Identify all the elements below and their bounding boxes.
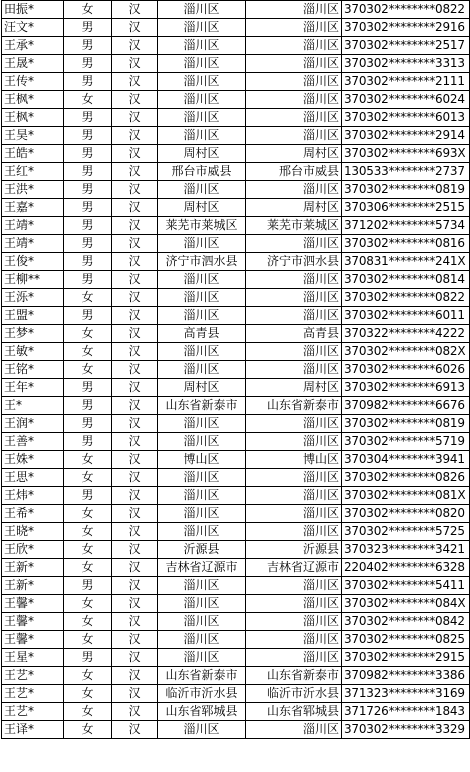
id-number-cell: 370302********0822 — [342, 289, 470, 307]
table-row — [2, 109, 470, 127]
table-row — [2, 379, 470, 397]
birthplace-cell: 淄川区 — [158, 469, 246, 487]
ethnicity-cell: 汉 — [112, 217, 158, 235]
birthplace-cell: 淄川区 — [158, 91, 246, 109]
birthplace-cell: 淄川区 — [158, 307, 246, 325]
ethnicity-cell: 汉 — [112, 397, 158, 415]
birthplace-cell: 淄川区 — [158, 505, 246, 523]
household-cell: 淄川区 — [246, 523, 342, 541]
name-cell: 王新* — [2, 577, 64, 595]
household-cell: 淄川区 — [246, 487, 342, 505]
id-number-cell: 370302********2111 — [342, 73, 470, 91]
birthplace-cell: 周村区 — [158, 199, 246, 217]
ethnicity-cell: 汉 — [112, 631, 158, 649]
name-cell: 王俊* — [2, 253, 64, 271]
ethnicity-cell: 汉 — [112, 721, 158, 739]
name-cell: 王姝* — [2, 451, 64, 469]
id-number-cell: 370322********4222 — [342, 325, 470, 343]
ethnicity-cell: 汉 — [112, 91, 158, 109]
name-cell: 王年* — [2, 379, 64, 397]
table-row — [2, 217, 470, 235]
table-row — [2, 685, 470, 703]
household-cell: 山东省郓城县 — [246, 703, 342, 721]
table-row — [2, 55, 470, 73]
id-number-cell: 370304********3941 — [342, 451, 470, 469]
id-number-cell: 130533********2737 — [342, 163, 470, 181]
id-number-cell: 370302********0822 — [342, 1, 470, 19]
gender-cell: 女 — [64, 667, 112, 685]
name-cell: 王馨* — [2, 631, 64, 649]
name-cell: 王希* — [2, 505, 64, 523]
ethnicity-cell: 汉 — [112, 145, 158, 163]
name-cell: 王洪* — [2, 181, 64, 199]
gender-cell: 男 — [64, 253, 112, 271]
id-number-cell: 370302********5725 — [342, 523, 470, 541]
id-number-cell: 370302********2915 — [342, 649, 470, 667]
table-row — [2, 721, 470, 739]
table-row — [2, 559, 470, 577]
birthplace-cell: 淄川区 — [158, 55, 246, 73]
ethnicity-cell: 汉 — [112, 73, 158, 91]
table-row — [2, 253, 470, 271]
gender-cell: 男 — [64, 235, 112, 253]
ethnicity-cell: 汉 — [112, 55, 158, 73]
ethnicity-cell: 汉 — [112, 127, 158, 145]
ethnicity-cell: 汉 — [112, 433, 158, 451]
ethnicity-cell: 汉 — [112, 361, 158, 379]
name-cell: 王欣* — [2, 541, 64, 559]
gender-cell: 男 — [64, 397, 112, 415]
gender-cell: 女 — [64, 505, 112, 523]
birthplace-cell: 淄川区 — [158, 181, 246, 199]
household-cell: 吉林省辽源市 — [246, 559, 342, 577]
table-row — [2, 271, 470, 289]
id-number-cell: 370302********6913 — [342, 379, 470, 397]
name-cell: 王艺* — [2, 667, 64, 685]
household-cell: 淄川区 — [246, 361, 342, 379]
household-cell: 淄川区 — [246, 631, 342, 649]
ethnicity-cell: 汉 — [112, 667, 158, 685]
ethnicity-cell: 汉 — [112, 577, 158, 595]
name-cell: 王昊* — [2, 127, 64, 145]
id-number-cell: 370302********6011 — [342, 307, 470, 325]
ethnicity-cell: 汉 — [112, 379, 158, 397]
household-cell: 淄川区 — [246, 55, 342, 73]
gender-cell: 女 — [64, 91, 112, 109]
birthplace-cell: 淄川区 — [158, 19, 246, 37]
id-number-cell: 370302********6026 — [342, 361, 470, 379]
name-cell: 王馨* — [2, 595, 64, 613]
gender-cell: 女 — [64, 703, 112, 721]
household-cell: 周村区 — [246, 199, 342, 217]
name-cell: 王铭* — [2, 361, 64, 379]
name-cell: 王敏* — [2, 343, 64, 361]
ethnicity-cell: 汉 — [112, 685, 158, 703]
gender-cell: 女 — [64, 541, 112, 559]
table-row — [2, 667, 470, 685]
household-cell: 济宁市泗水县 — [246, 253, 342, 271]
name-cell: 王皓* — [2, 145, 64, 163]
household-cell: 淄川区 — [246, 577, 342, 595]
household-cell: 淄川区 — [246, 595, 342, 613]
name-cell: 王枫* — [2, 109, 64, 127]
id-number-cell: 370302********081X — [342, 487, 470, 505]
household-cell: 邢台市威县 — [246, 163, 342, 181]
table-row — [2, 541, 470, 559]
household-cell: 淄川区 — [246, 433, 342, 451]
id-number-cell: 370302********693X — [342, 145, 470, 163]
household-cell: 淄川区 — [246, 181, 342, 199]
birthplace-cell: 淄川区 — [158, 721, 246, 739]
ethnicity-cell: 汉 — [112, 451, 158, 469]
table-row — [2, 631, 470, 649]
table-row — [2, 235, 470, 253]
id-number-cell: 370323********3421 — [342, 541, 470, 559]
birthplace-cell: 淄川区 — [158, 577, 246, 595]
table-row — [2, 37, 470, 55]
ethnicity-cell: 汉 — [112, 289, 158, 307]
ethnicity-cell: 汉 — [112, 307, 158, 325]
table-row — [2, 433, 470, 451]
household-cell: 淄川区 — [246, 613, 342, 631]
name-cell: 王靖* — [2, 235, 64, 253]
household-cell: 周村区 — [246, 379, 342, 397]
ethnicity-cell: 汉 — [112, 505, 158, 523]
id-number-cell: 370302********0826 — [342, 469, 470, 487]
table-row — [2, 73, 470, 91]
birthplace-cell: 临沂市沂水县 — [158, 685, 246, 703]
name-cell: 王承* — [2, 37, 64, 55]
id-number-cell: 370302********5719 — [342, 433, 470, 451]
gender-cell: 女 — [64, 289, 112, 307]
id-number-cell: 370302********0819 — [342, 181, 470, 199]
household-cell: 山东省新泰市 — [246, 667, 342, 685]
name-cell: 王红* — [2, 163, 64, 181]
household-cell: 淄川区 — [246, 307, 342, 325]
table-row — [2, 577, 470, 595]
id-number-cell: 220402********6328 — [342, 559, 470, 577]
table-row — [2, 613, 470, 631]
birthplace-cell: 淄川区 — [158, 127, 246, 145]
birthplace-cell: 淄川区 — [158, 595, 246, 613]
household-cell: 临沂市沂水县 — [246, 685, 342, 703]
name-cell: 王思* — [2, 469, 64, 487]
gender-cell: 男 — [64, 307, 112, 325]
household-cell: 淄川区 — [246, 1, 342, 19]
birthplace-cell: 济宁市泗水县 — [158, 253, 246, 271]
ethnicity-cell: 汉 — [112, 649, 158, 667]
gender-cell: 男 — [64, 73, 112, 91]
table-row — [2, 451, 470, 469]
gender-cell: 男 — [64, 415, 112, 433]
household-cell: 淄川区 — [246, 505, 342, 523]
ethnicity-cell: 汉 — [112, 253, 158, 271]
name-cell: 王* — [2, 397, 64, 415]
birthplace-cell: 淄川区 — [158, 523, 246, 541]
gender-cell: 女 — [64, 1, 112, 19]
id-number-cell: 370302********0825 — [342, 631, 470, 649]
id-number-cell: 370302********0819 — [342, 415, 470, 433]
ethnicity-cell: 汉 — [112, 559, 158, 577]
name-cell: 王嘉* — [2, 199, 64, 217]
gender-cell: 女 — [64, 595, 112, 613]
gender-cell: 男 — [64, 433, 112, 451]
table-row — [2, 649, 470, 667]
gender-cell: 男 — [64, 55, 112, 73]
id-number-cell: 370982********6676 — [342, 397, 470, 415]
name-cell: 田振* — [2, 1, 64, 19]
household-cell: 淄川区 — [246, 73, 342, 91]
household-cell: 淄川区 — [246, 91, 342, 109]
gender-cell: 男 — [64, 487, 112, 505]
gender-cell: 男 — [64, 37, 112, 55]
birthplace-cell: 周村区 — [158, 145, 246, 163]
id-number-cell: 371323********3169 — [342, 685, 470, 703]
name-cell: 王善* — [2, 433, 64, 451]
gender-cell: 男 — [64, 217, 112, 235]
id-number-cell: 370982********3386 — [342, 667, 470, 685]
table-row — [2, 325, 470, 343]
ethnicity-cell: 汉 — [112, 343, 158, 361]
ethnicity-cell: 汉 — [112, 1, 158, 19]
id-number-cell: 370302********6024 — [342, 91, 470, 109]
id-number-cell: 370302********2914 — [342, 127, 470, 145]
birthplace-cell: 淄川区 — [158, 271, 246, 289]
ethnicity-cell: 汉 — [112, 109, 158, 127]
birthplace-cell: 淄川区 — [158, 109, 246, 127]
gender-cell: 女 — [64, 451, 112, 469]
gender-cell: 男 — [64, 577, 112, 595]
birthplace-cell: 淄川区 — [158, 73, 246, 91]
name-cell: 王艺* — [2, 685, 64, 703]
birthplace-cell: 淄川区 — [158, 235, 246, 253]
household-cell: 周村区 — [246, 145, 342, 163]
name-cell: 王润* — [2, 415, 64, 433]
table-row — [2, 289, 470, 307]
id-number-cell: 370302********6013 — [342, 109, 470, 127]
name-cell: 王泺* — [2, 289, 64, 307]
ethnicity-cell: 汉 — [112, 487, 158, 505]
name-cell: 王传* — [2, 73, 64, 91]
gender-cell: 男 — [64, 163, 112, 181]
table-row — [2, 703, 470, 721]
ethnicity-cell: 汉 — [112, 415, 158, 433]
gender-cell: 女 — [64, 721, 112, 739]
gender-cell: 男 — [64, 145, 112, 163]
birthplace-cell: 博山区 — [158, 451, 246, 469]
gender-cell: 男 — [64, 181, 112, 199]
birthplace-cell: 沂源县 — [158, 541, 246, 559]
table-row — [2, 91, 470, 109]
table-row — [2, 487, 470, 505]
id-number-cell: 370302********3313 — [342, 55, 470, 73]
name-cell: 王译* — [2, 721, 64, 739]
student-table — [1, 0, 470, 739]
table-row — [2, 505, 470, 523]
birthplace-cell: 高青县 — [158, 325, 246, 343]
ethnicity-cell: 汉 — [112, 595, 158, 613]
id-number-cell: 371726********1843 — [342, 703, 470, 721]
household-cell: 沂源县 — [246, 541, 342, 559]
birthplace-cell: 淄川区 — [158, 433, 246, 451]
name-cell: 王艺* — [2, 703, 64, 721]
table-row — [2, 19, 470, 37]
household-cell: 淄川区 — [246, 289, 342, 307]
id-number-cell: 370302********0820 — [342, 505, 470, 523]
table-row — [2, 127, 470, 145]
birthplace-cell: 淄川区 — [158, 487, 246, 505]
gender-cell: 女 — [64, 559, 112, 577]
id-number-cell: 370302********5411 — [342, 577, 470, 595]
household-cell: 淄川区 — [246, 649, 342, 667]
ethnicity-cell: 汉 — [112, 613, 158, 631]
household-cell: 莱芜市莱城区 — [246, 217, 342, 235]
id-number-cell: 370302********082X — [342, 343, 470, 361]
name-cell: 王枫* — [2, 91, 64, 109]
name-cell: 王盟* — [2, 307, 64, 325]
birthplace-cell: 邢台市威县 — [158, 163, 246, 181]
table-row — [2, 469, 470, 487]
ethnicity-cell: 汉 — [112, 541, 158, 559]
id-number-cell: 370302********0842 — [342, 613, 470, 631]
gender-cell: 女 — [64, 523, 112, 541]
household-cell: 博山区 — [246, 451, 342, 469]
table-row — [2, 361, 470, 379]
ethnicity-cell: 汉 — [112, 325, 158, 343]
table-row — [2, 163, 470, 181]
household-cell: 淄川区 — [246, 19, 342, 37]
ethnicity-cell: 汉 — [112, 469, 158, 487]
name-cell: 王靖* — [2, 217, 64, 235]
ethnicity-cell: 汉 — [112, 19, 158, 37]
household-cell: 淄川区 — [246, 271, 342, 289]
birthplace-cell: 淄川区 — [158, 415, 246, 433]
household-cell: 淄川区 — [246, 415, 342, 433]
household-cell: 山东省新泰市 — [246, 397, 342, 415]
birthplace-cell: 淄川区 — [158, 613, 246, 631]
ethnicity-cell: 汉 — [112, 37, 158, 55]
gender-cell: 男 — [64, 19, 112, 37]
birthplace-cell: 山东省郓城县 — [158, 703, 246, 721]
gender-cell: 女 — [64, 685, 112, 703]
name-cell: 王柳** — [2, 271, 64, 289]
name-cell: 王梦* — [2, 325, 64, 343]
id-number-cell: 370302********084X — [342, 595, 470, 613]
name-cell: 王星* — [2, 649, 64, 667]
household-cell: 高青县 — [246, 325, 342, 343]
household-cell: 淄川区 — [246, 343, 342, 361]
birthplace-cell: 淄川区 — [158, 1, 246, 19]
table-row — [2, 343, 470, 361]
gender-cell: 男 — [64, 271, 112, 289]
birthplace-cell: 吉林省辽源市 — [158, 559, 246, 577]
id-number-cell: 370302********2916 — [342, 19, 470, 37]
id-number-cell: 370302********2517 — [342, 37, 470, 55]
name-cell: 汪文* — [2, 19, 64, 37]
ethnicity-cell: 汉 — [112, 181, 158, 199]
id-number-cell: 370302********3329 — [342, 721, 470, 739]
name-cell: 王晟* — [2, 55, 64, 73]
id-number-cell: 370831********241X — [342, 253, 470, 271]
name-cell: 王晓* — [2, 523, 64, 541]
table-row — [2, 595, 470, 613]
birthplace-cell: 淄川区 — [158, 289, 246, 307]
table-body — [2, 1, 470, 739]
household-cell: 淄川区 — [246, 37, 342, 55]
name-cell: 王炜* — [2, 487, 64, 505]
household-cell: 淄川区 — [246, 235, 342, 253]
table-row — [2, 145, 470, 163]
birthplace-cell: 淄川区 — [158, 37, 246, 55]
table-row — [2, 199, 470, 217]
gender-cell: 女 — [64, 343, 112, 361]
gender-cell: 女 — [64, 613, 112, 631]
ethnicity-cell: 汉 — [112, 199, 158, 217]
table-row — [2, 181, 470, 199]
gender-cell: 女 — [64, 631, 112, 649]
id-number-cell: 370306********2515 — [342, 199, 470, 217]
birthplace-cell: 莱芜市莱城区 — [158, 217, 246, 235]
table-row — [2, 415, 470, 433]
id-number-cell: 371202********5734 — [342, 217, 470, 235]
gender-cell: 男 — [64, 109, 112, 127]
gender-cell: 男 — [64, 127, 112, 145]
household-cell: 淄川区 — [246, 721, 342, 739]
gender-cell: 男 — [64, 379, 112, 397]
birthplace-cell: 山东省新泰市 — [158, 397, 246, 415]
gender-cell: 女 — [64, 325, 112, 343]
gender-cell: 女 — [64, 469, 112, 487]
birthplace-cell: 淄川区 — [158, 631, 246, 649]
gender-cell: 男 — [64, 649, 112, 667]
ethnicity-cell: 汉 — [112, 163, 158, 181]
table-row — [2, 1, 470, 19]
id-number-cell: 370302********0816 — [342, 235, 470, 253]
ethnicity-cell: 汉 — [112, 523, 158, 541]
gender-cell: 女 — [64, 361, 112, 379]
birthplace-cell: 淄川区 — [158, 343, 246, 361]
birthplace-cell: 周村区 — [158, 379, 246, 397]
birthplace-cell: 淄川区 — [158, 361, 246, 379]
birthplace-cell: 山东省新泰市 — [158, 667, 246, 685]
household-cell: 淄川区 — [246, 109, 342, 127]
ethnicity-cell: 汉 — [112, 271, 158, 289]
birthplace-cell: 淄川区 — [158, 649, 246, 667]
ethnicity-cell: 汉 — [112, 703, 158, 721]
gender-cell: 男 — [64, 199, 112, 217]
household-cell: 淄川区 — [246, 127, 342, 145]
id-number-cell: 370302********0814 — [342, 271, 470, 289]
name-cell: 王馨* — [2, 613, 64, 631]
name-cell: 王新* — [2, 559, 64, 577]
table-row — [2, 523, 470, 541]
table-row — [2, 397, 470, 415]
ethnicity-cell: 汉 — [112, 235, 158, 253]
household-cell: 淄川区 — [246, 469, 342, 487]
table-row — [2, 307, 470, 325]
